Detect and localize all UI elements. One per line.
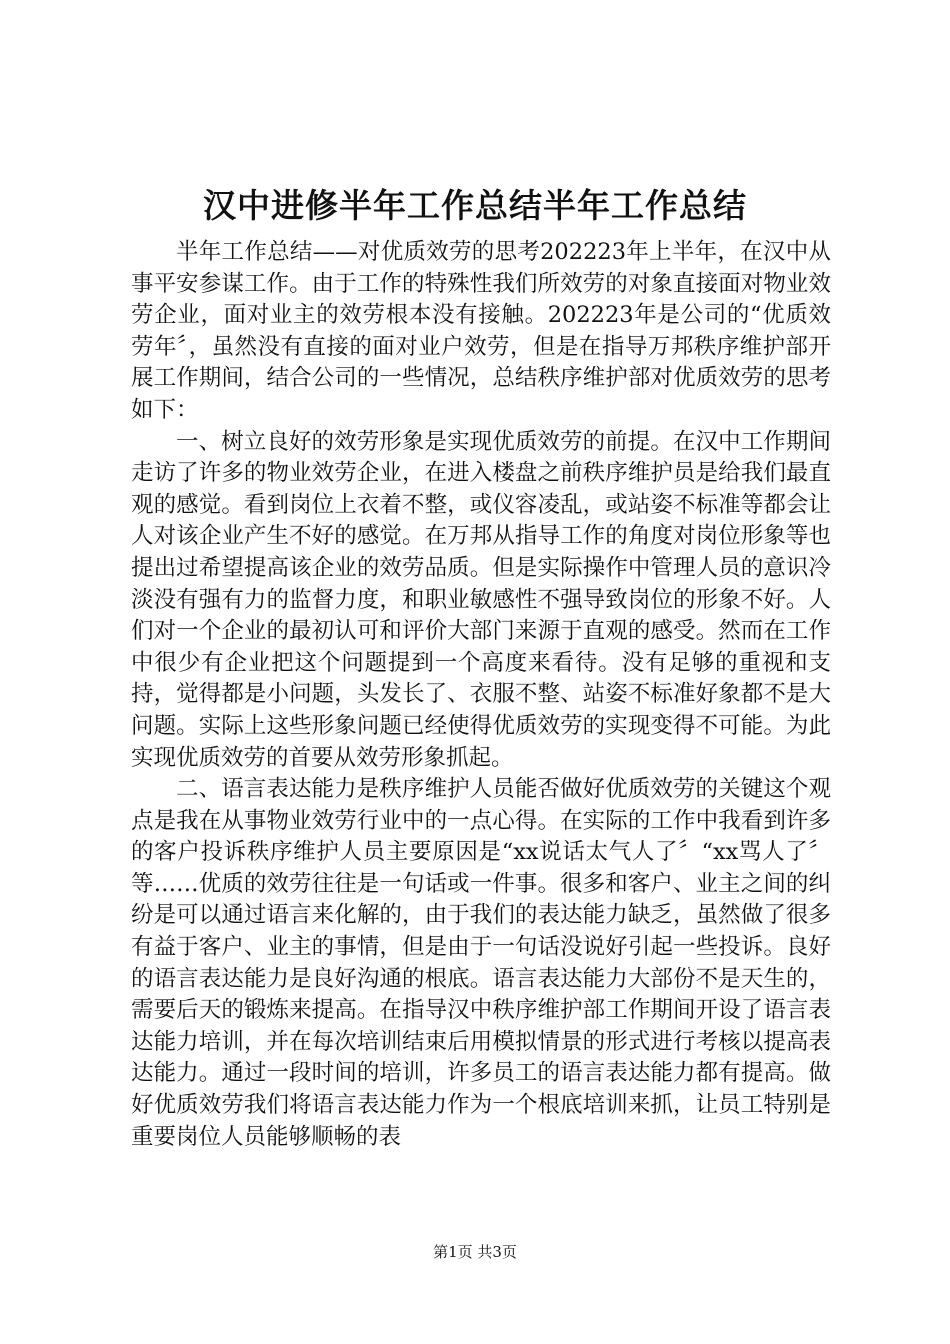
page-footer: 第1页 共3页 <box>433 1243 517 1261</box>
paragraph-intro: 半年工作总结——对优质效劳的思考202223年上半年，在汉中从事平安参谋工作。由于工作的特殊性我们所效劳的对象直接面对物业效劳企业，面对业主的效劳根本没有接触。202223年是公司的“优质效劳年〞，虽然没有直接的面对业户效劳，但是在指导万邦秩序维护部开展工作期间，结合公司的一些情况，总结秩序维护部对优质效劳的思考如下： <box>131 239 831 423</box>
paragraph-service-image: 一、树立良好的效劳形象是实现优质效劳的前提。在汉中工作期间走访了许多的物业效劳企业，在进入楼盘之前秩序维护员是给我们最直观的感觉。看到岗位上衣着不整，或仪容凌乱，或站姿不标准等都会让人对该企业产生不好的感觉。在万邦从指导工作的角度对岗位形象等也提出过希望提高该企业的效劳品质。但是实际操作中管理人员的意识冷淡没有强有力的监督力度，和职业敏感性不强导致岗位的形象不好。人们对一个企业的最初认可和评价大部门来源于直观的感受。然而在工作中很少有企业把这个问题提到一个高度来看待。没有足够的重视和支持，觉得都是小问题，头发长了、衣服不整、站姿不标准好象都不是大问题。实际上这些形象问题已经使得优质效劳的实现变得不可能。为此实现优质效劳的首要从效劳形象抓起。 <box>131 428 831 771</box>
document-body <box>131 237 831 1153</box>
document-title: 汉中进修半年工作总结半年工作总结 <box>203 186 747 225</box>
paragraph-language-skills: 二、语言表达能力是秩序维护人员能否做好优质效劳的关键这个观点是我在从事物业效劳行业中的一点心得。在实际的工作中我看到许多的客户投诉秩序维护人员主要原因是“xx说话太气人了〞“xx骂人了〞等……优质的效劳往往是一句话或一件事。很多和客户、业主之间的纠纷是可以通过语言来化解的，由于我们的表达能力缺乏，虽然做了很多有益于客户、业主的事情，但是由于一句话没说好引起一些投诉。良好的语言表达能力是良好沟通的根底。语言表达能力大部份不是天生的，需要后天的锻炼来提高。在指导汉中秩序维护部工作期间开设了语言表达能力培训，并在每次培训结束后用模拟情景的形式进行考核以提高表达能力。通过一段时间的培训，许多员工的语言表达能力都有提高。做好优质效劳我们将语言表达能力作为一个根底培训来抓，让员工特别是重要岗位人员能够顺畅的表 <box>131 776 831 1150</box>
